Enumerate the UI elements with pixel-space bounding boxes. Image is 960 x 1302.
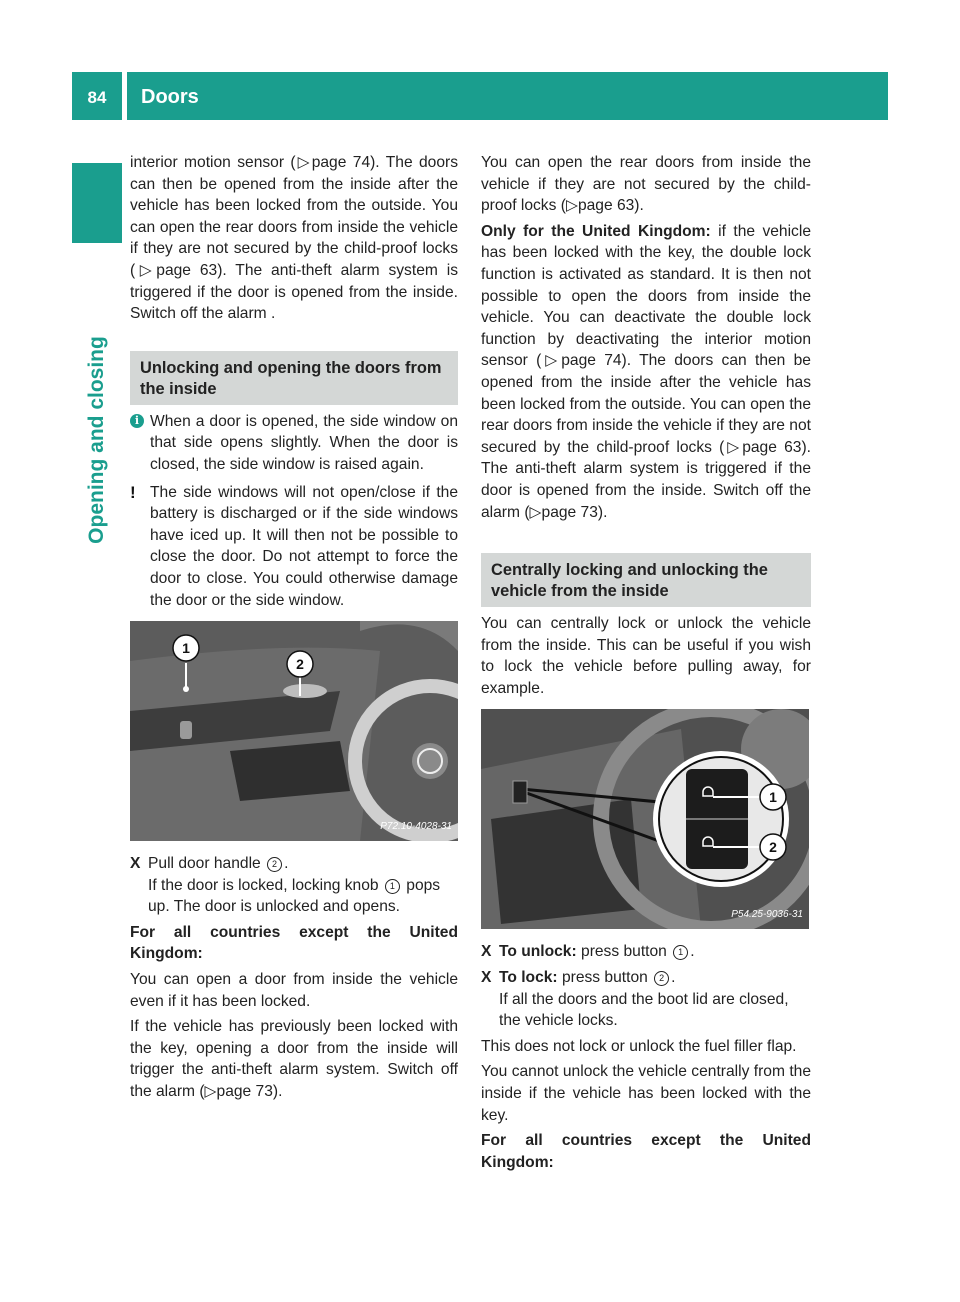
paragraph: You can open the rear doors from inside the vehicle if they are not secured by the child-proof locks (▷page 63). [481, 154, 811, 215]
callout-1-ref: 1 [385, 879, 400, 894]
side-tab-marker [72, 163, 122, 243]
callout-1: 1 [769, 789, 777, 806]
page-ref-icon: ▷ [295, 154, 312, 171]
countries-heading: For all countries except the United Kingdom: [130, 923, 458, 963]
paragraph: You cannot unlock the vehicle centrally from the inside if the vehicle has been locked with the key. [481, 1063, 811, 1124]
callout-1-ref: 1 [673, 945, 688, 960]
intro-paragraph: interior motion sensor (▷page 74). The doors can then be opened from the inside after the vehicle has been locked from the outside. You can open the rear doors from inside the vehicle if they are not secured by the child-proof locks (▷page 63). The anti-theft alarm system is triggered if the door is opened from the inside. Switch off the alarm . [130, 154, 458, 323]
section-heading: Centrally locking and unlocking the vehicle from the inside [481, 553, 811, 607]
step-pull-handle: X Pull door handle 2 . If the door is locked, locking knob 1 pops up. The door is unlocked and opens. [130, 855, 441, 916]
page-ref-icon: ▷ [724, 438, 743, 456]
central-lock-photo [481, 709, 809, 929]
step-unlock: X To unlock: press button 1 . [481, 941, 811, 963]
left-column [130, 152, 458, 1107]
step-lock: X To lock: press button 2 . If all the doors and the boot lid are closed, the vehicle locks. [481, 969, 789, 1030]
info-note [130, 411, 458, 476]
right-column [481, 152, 811, 1177]
uk-paragraph: Only for the United Kingdom: if the vehicle has been locked with the key, the double lock function is activated as standard. It is then not possible to open the doors from inside the vehicle. You can deactivate the double lock function by deactivating the interior motion sensor (▷page 74). The doors can then be opened from the inside after the vehicle has been locked from the outside. You can open the rear doors from inside the vehicle if they are not secured by the child-proof locks (▷page 63). The anti-theft alarm system is triggered if the door is opened from the inside. Switch off the alarm (▷page 73). [481, 222, 812, 521]
step-arrow-icon: X [481, 969, 492, 987]
step-arrow-icon: X [481, 943, 492, 961]
step-arrow-icon: X [130, 855, 141, 873]
section-heading: Unlocking and opening the doors from the inside [130, 351, 458, 405]
info-note-text: When a door is opened, the side window on that side opens slightly. When the door is closed, the side window is raised again. [150, 412, 458, 473]
warning-note-text: The side windows will not open/close if the battery is discharged or if the side windows have iced up. It will then not be possible to close the door. Do not attempt to force the door to close. You could otherwise damage the door or the side window. [150, 483, 458, 609]
page-ref-icon: ▷ [529, 503, 542, 521]
callout-1: 1 [182, 640, 190, 657]
warning-note [130, 482, 458, 612]
paragraph: This does not lock or unlock the fuel filler flap. [481, 1037, 797, 1055]
paragraph: You can centrally lock or unlock the vehicle from the inside. This can be useful if you wish to lock the vehicle before pulling away, for example. [481, 615, 811, 697]
photo-code: P72.10-4028-31 [380, 820, 452, 832]
callout-2: 2 [296, 656, 304, 673]
page-ref-icon: ▷ [565, 197, 578, 215]
callout-2-ref: 2 [654, 971, 669, 986]
countries-heading: For all countries except the United Kingdom: [481, 1132, 811, 1171]
side-tab-label: Opening and closing [85, 336, 108, 544]
page-ref-icon: ▷ [204, 1083, 217, 1101]
paragraph: You can open a door from inside the vehicle even if it has been locked. [130, 971, 458, 1010]
callout-2: 2 [769, 839, 777, 856]
page-title: Doors [127, 72, 888, 120]
page-ref-icon: ▷ [135, 261, 157, 279]
info-icon: i [130, 414, 144, 428]
paragraph: If the vehicle has previously been locked with the key, opening a door from the inside will trigger the anti-theft alarm system. Switch off the alarm (▷page 73). [130, 1018, 458, 1101]
page-number: 84 [72, 72, 122, 120]
door-photo [130, 621, 458, 841]
callout-2-ref: 2 [267, 857, 282, 872]
warning-icon: ! [130, 482, 136, 502]
photo-code: P54.25-9036-31 [731, 908, 803, 920]
page-ref-icon: ▷ [541, 352, 562, 370]
